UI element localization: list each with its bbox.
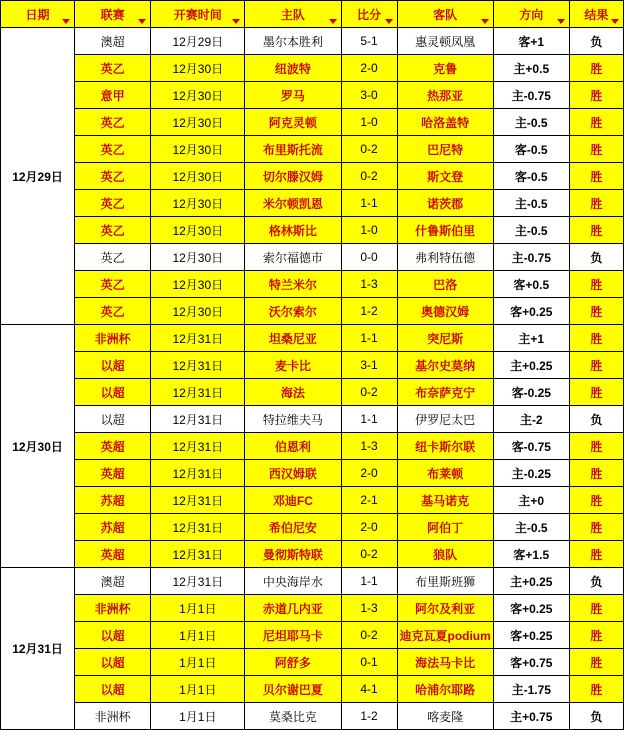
kickoff-time-cell: 12月31日 — [151, 433, 245, 460]
result-cell: 胜 — [569, 514, 623, 541]
result-cell: 胜 — [569, 271, 623, 298]
result-cell: 胜 — [569, 595, 623, 622]
direction-cell: 主-2 — [493, 406, 569, 433]
table-row — [1, 244, 624, 271]
league-cell: 以超 — [75, 352, 151, 379]
away-team-cell: 海法马卡比 — [397, 649, 493, 676]
home-team-cell: 尼坦耶马卡 — [245, 622, 341, 649]
away-team-cell: 伊罗尼太巴 — [397, 406, 493, 433]
score-cell: 1-1 — [341, 190, 397, 217]
table-row — [1, 622, 624, 649]
score-cell: 0-2 — [341, 379, 397, 406]
score-cell: 2-0 — [341, 55, 397, 82]
home-team-cell: 希伯尼安 — [245, 514, 341, 541]
direction-cell: 主+1 — [493, 325, 569, 352]
kickoff-time-cell: 1月1日 — [151, 622, 245, 649]
table-row — [1, 55, 624, 82]
kickoff-time-cell: 12月29日 — [151, 28, 245, 55]
league-cell: 英乙 — [75, 217, 151, 244]
kickoff-time-cell: 12月30日 — [151, 217, 245, 244]
league-cell: 英乙 — [75, 163, 151, 190]
table-row — [1, 109, 624, 136]
column-header-home-team[interactable] — [245, 1, 341, 28]
result-cell: 胜 — [569, 325, 623, 352]
league-cell: 英乙 — [75, 190, 151, 217]
away-team-cell: 狼队 — [397, 541, 493, 568]
kickoff-time-cell: 12月30日 — [151, 271, 245, 298]
direction-cell: 客+0.5 — [493, 271, 569, 298]
home-team-cell: 阿克灵顿 — [245, 109, 341, 136]
result-cell: 胜 — [569, 622, 623, 649]
score-cell: 2-0 — [341, 460, 397, 487]
column-header-league-label: 联赛 — [100, 7, 125, 22]
direction-cell: 客-0.75 — [493, 433, 569, 460]
away-team-cell: 诺茨郡 — [397, 190, 493, 217]
league-cell: 非洲杯 — [75, 325, 151, 352]
score-cell: 1-1 — [341, 406, 397, 433]
column-header-direction[interactable] — [493, 1, 569, 28]
league-cell: 非洲杯 — [75, 703, 151, 730]
score-cell: 3-0 — [341, 82, 397, 109]
home-team-cell: 特拉维夫马 — [245, 406, 341, 433]
table-row — [1, 568, 624, 595]
table-row — [1, 163, 624, 190]
table-row — [1, 460, 624, 487]
home-team-cell: 莫桑比克 — [245, 703, 341, 730]
filter-arrow-icon[interactable] — [138, 19, 146, 24]
table-row — [1, 28, 624, 55]
league-cell: 英超 — [75, 433, 151, 460]
table-row — [1, 217, 624, 244]
away-team-cell: 弗利特伍德 — [397, 244, 493, 271]
league-cell: 英乙 — [75, 109, 151, 136]
direction-cell: 客-0.25 — [493, 379, 569, 406]
away-team-cell: 斯文登 — [397, 163, 493, 190]
column-header-date-label: 日期 — [25, 7, 50, 22]
home-team-cell: 中央海岸水 — [245, 568, 341, 595]
table-row — [1, 82, 624, 109]
score-cell: 5-1 — [341, 28, 397, 55]
home-team-cell: 格林斯比 — [245, 217, 341, 244]
score-cell: 1-2 — [341, 703, 397, 730]
table-row — [1, 676, 624, 703]
column-header-result-label: 结果 — [584, 7, 609, 22]
direction-cell: 主-1.75 — [493, 676, 569, 703]
away-team-cell: 哈洛盖特 — [397, 109, 493, 136]
kickoff-time-cell: 12月31日 — [151, 487, 245, 514]
table-row — [1, 379, 624, 406]
result-cell: 负 — [569, 244, 623, 271]
league-cell: 意甲 — [75, 82, 151, 109]
table-row — [1, 703, 624, 730]
result-cell: 胜 — [569, 217, 623, 244]
direction-cell: 客+0.25 — [493, 595, 569, 622]
result-cell: 胜 — [569, 541, 623, 568]
result-cell: 胜 — [569, 379, 623, 406]
score-cell: 1-1 — [341, 325, 397, 352]
home-team-cell: 切尔滕汉姆 — [245, 163, 341, 190]
result-cell: 胜 — [569, 460, 623, 487]
column-header-direction-label: 方向 — [519, 7, 544, 22]
result-cell: 胜 — [569, 298, 623, 325]
score-cell: 0-1 — [341, 649, 397, 676]
score-cell: 1-3 — [341, 595, 397, 622]
league-cell: 英超 — [75, 541, 151, 568]
direction-cell: 主+0.25 — [493, 568, 569, 595]
league-cell: 英乙 — [75, 55, 151, 82]
direction-cell: 客+0.25 — [493, 298, 569, 325]
kickoff-time-cell: 1月1日 — [151, 676, 245, 703]
table-row — [1, 514, 624, 541]
home-team-cell: 麦卡比 — [245, 352, 341, 379]
kickoff-time-cell: 12月30日 — [151, 163, 245, 190]
column-header-kickoff-time[interactable] — [151, 1, 245, 28]
direction-cell: 主-0.5 — [493, 109, 569, 136]
league-cell: 英乙 — [75, 244, 151, 271]
direction-cell: 主-0.75 — [493, 244, 569, 271]
score-cell: 2-1 — [341, 487, 397, 514]
table-row — [1, 487, 624, 514]
table-body — [1, 28, 624, 730]
home-team-cell: 曼彻斯特联 — [245, 541, 341, 568]
home-team-cell: 邓迪FC — [245, 487, 341, 514]
away-team-cell: 克鲁 — [397, 55, 493, 82]
home-team-cell: 纽波特 — [245, 55, 341, 82]
result-cell: 胜 — [569, 109, 623, 136]
kickoff-time-cell: 12月31日 — [151, 352, 245, 379]
kickoff-time-cell: 12月31日 — [151, 460, 245, 487]
direction-cell: 主-0.5 — [493, 190, 569, 217]
league-cell: 以超 — [75, 379, 151, 406]
filter-arrow-icon[interactable] — [557, 19, 565, 24]
result-cell: 胜 — [569, 487, 623, 514]
home-team-cell: 坦桑尼亚 — [245, 325, 341, 352]
score-cell: 0-2 — [341, 163, 397, 190]
league-cell: 英乙 — [75, 298, 151, 325]
result-cell: 胜 — [569, 190, 623, 217]
column-header-score-label: 比分 — [357, 7, 382, 22]
kickoff-time-cell: 12月30日 — [151, 244, 245, 271]
home-team-cell: 索尔福德市 — [245, 244, 341, 271]
league-cell: 英乙 — [75, 271, 151, 298]
kickoff-time-cell: 12月31日 — [151, 379, 245, 406]
table-row — [1, 433, 624, 460]
league-cell: 以超 — [75, 406, 151, 433]
league-cell: 以超 — [75, 622, 151, 649]
kickoff-time-cell: 12月30日 — [151, 82, 245, 109]
score-cell: 1-2 — [341, 298, 397, 325]
home-team-cell: 海法 — [245, 379, 341, 406]
league-cell: 非洲杯 — [75, 595, 151, 622]
table-header — [1, 1, 624, 28]
kickoff-time-cell: 1月1日 — [151, 649, 245, 676]
home-team-cell: 特兰米尔 — [245, 271, 341, 298]
date-group-cell: 12月30日 — [1, 325, 75, 568]
away-team-cell: 惠灵顿凤凰 — [397, 28, 493, 55]
score-cell: 0-2 — [341, 541, 397, 568]
result-cell: 胜 — [569, 136, 623, 163]
league-cell: 苏超 — [75, 514, 151, 541]
kickoff-time-cell: 12月31日 — [151, 568, 245, 595]
home-team-cell: 沃尔索尔 — [245, 298, 341, 325]
result-cell: 胜 — [569, 433, 623, 460]
home-team-cell: 布里斯托流 — [245, 136, 341, 163]
league-cell: 澳超 — [75, 28, 151, 55]
result-cell: 胜 — [569, 352, 623, 379]
result-cell: 负 — [569, 568, 623, 595]
away-team-cell: 巴洛 — [397, 271, 493, 298]
score-cell: 0-0 — [341, 244, 397, 271]
direction-cell: 客+0.25 — [493, 622, 569, 649]
home-team-cell: 赤道几内亚 — [245, 595, 341, 622]
home-team-cell: 贝尔谢巴夏 — [245, 676, 341, 703]
away-team-cell: 迪克瓦夏podium — [397, 622, 493, 649]
away-team-cell: 布里斯班狮 — [397, 568, 493, 595]
away-team-cell: 喀麦隆 — [397, 703, 493, 730]
table-row — [1, 595, 624, 622]
result-cell: 胜 — [569, 82, 623, 109]
column-header-date[interactable] — [1, 1, 75, 28]
column-header-kickoff-time-label: 开赛时间 — [173, 7, 222, 22]
table-row — [1, 298, 624, 325]
table-row — [1, 325, 624, 352]
away-team-cell: 哈浦尔耶路 — [397, 676, 493, 703]
away-team-cell: 突尼斯 — [397, 325, 493, 352]
league-cell: 苏超 — [75, 487, 151, 514]
table-row — [1, 352, 624, 379]
kickoff-time-cell: 12月31日 — [151, 541, 245, 568]
league-cell: 以超 — [75, 676, 151, 703]
date-group-cell: 12月29日 — [1, 28, 75, 325]
kickoff-time-cell: 12月30日 — [151, 109, 245, 136]
home-team-cell: 墨尔本胜利 — [245, 28, 341, 55]
score-cell: 0-2 — [341, 622, 397, 649]
home-team-cell: 伯恩利 — [245, 433, 341, 460]
column-header-away-team[interactable] — [397, 1, 493, 28]
league-cell: 英乙 — [75, 136, 151, 163]
result-cell: 负 — [569, 703, 623, 730]
filter-arrow-icon[interactable] — [385, 19, 393, 24]
kickoff-time-cell: 1月1日 — [151, 703, 245, 730]
away-team-cell: 基马诺克 — [397, 487, 493, 514]
table-row — [1, 541, 624, 568]
kickoff-time-cell: 12月30日 — [151, 190, 245, 217]
direction-cell: 客+1.5 — [493, 541, 569, 568]
away-team-cell: 热那亚 — [397, 82, 493, 109]
direction-cell: 客-0.5 — [493, 163, 569, 190]
away-team-cell: 纽卡斯尔联 — [397, 433, 493, 460]
result-cell: 胜 — [569, 163, 623, 190]
direction-cell: 主+0 — [493, 487, 569, 514]
date-group-cell: 12月31日 — [1, 568, 75, 730]
filter-arrow-icon[interactable] — [232, 19, 240, 24]
away-team-cell: 阿伯丁 — [397, 514, 493, 541]
away-team-cell: 巴尼特 — [397, 136, 493, 163]
result-cell: 胜 — [569, 55, 623, 82]
away-team-cell: 阿尔及利亚 — [397, 595, 493, 622]
filter-arrow-icon[interactable] — [481, 19, 489, 24]
kickoff-time-cell: 12月30日 — [151, 298, 245, 325]
home-team-cell: 西汉姆联 — [245, 460, 341, 487]
league-cell: 以超 — [75, 649, 151, 676]
header-row — [1, 1, 624, 28]
direction-cell: 主-0.75 — [493, 82, 569, 109]
kickoff-time-cell: 1月1日 — [151, 595, 245, 622]
direction-cell: 主+0.25 — [493, 352, 569, 379]
home-team-cell: 罗马 — [245, 82, 341, 109]
filter-arrow-icon[interactable] — [329, 19, 337, 24]
result-cell: 负 — [569, 28, 623, 55]
kickoff-time-cell: 12月31日 — [151, 406, 245, 433]
away-team-cell: 基尔史莫纳 — [397, 352, 493, 379]
score-cell: 4-1 — [341, 676, 397, 703]
direction-cell: 主-0.25 — [493, 460, 569, 487]
direction-cell: 客+1 — [493, 28, 569, 55]
column-header-score[interactable] — [341, 1, 397, 28]
score-cell: 1-0 — [341, 109, 397, 136]
score-cell: 1-3 — [341, 271, 397, 298]
direction-cell: 客-0.5 — [493, 136, 569, 163]
column-header-result[interactable] — [569, 1, 623, 28]
direction-cell: 主+0.5 — [493, 55, 569, 82]
score-cell: 1-1 — [341, 568, 397, 595]
score-cell: 2-0 — [341, 514, 397, 541]
score-cell: 1-3 — [341, 433, 397, 460]
table-row — [1, 649, 624, 676]
direction-cell: 主-0.5 — [493, 217, 569, 244]
kickoff-time-cell: 12月31日 — [151, 325, 245, 352]
result-cell: 负 — [569, 406, 623, 433]
column-header-league[interactable] — [75, 1, 151, 28]
table-row — [1, 190, 624, 217]
kickoff-time-cell: 12月31日 — [151, 514, 245, 541]
away-team-cell: 什鲁斯伯里 — [397, 217, 493, 244]
direction-cell: 客+0.75 — [493, 649, 569, 676]
direction-cell: 主+0.75 — [493, 703, 569, 730]
away-team-cell: 布奈萨克宁 — [397, 379, 493, 406]
home-team-cell: 米尔顿凯恩 — [245, 190, 341, 217]
result-cell: 胜 — [569, 676, 623, 703]
score-cell: 3-1 — [341, 352, 397, 379]
kickoff-time-cell: 12月30日 — [151, 136, 245, 163]
home-team-cell: 阿舒多 — [245, 649, 341, 676]
score-cell: 1-0 — [341, 217, 397, 244]
away-team-cell: 布莱顿 — [397, 460, 493, 487]
column-header-home-team-label: 主队 — [280, 7, 305, 22]
kickoff-time-cell: 12月30日 — [151, 55, 245, 82]
filter-arrow-icon[interactable] — [62, 19, 70, 24]
table-row — [1, 406, 624, 433]
column-header-away-team-label: 客队 — [433, 7, 458, 22]
score-cell: 0-2 — [341, 136, 397, 163]
result-cell: 胜 — [569, 649, 623, 676]
direction-cell: 主-0.5 — [493, 514, 569, 541]
table-row — [1, 271, 624, 298]
filter-arrow-icon[interactable] — [611, 19, 619, 24]
league-cell: 英超 — [75, 460, 151, 487]
table-row — [1, 136, 624, 163]
league-cell: 澳超 — [75, 568, 151, 595]
away-team-cell: 奥德汉姆 — [397, 298, 493, 325]
